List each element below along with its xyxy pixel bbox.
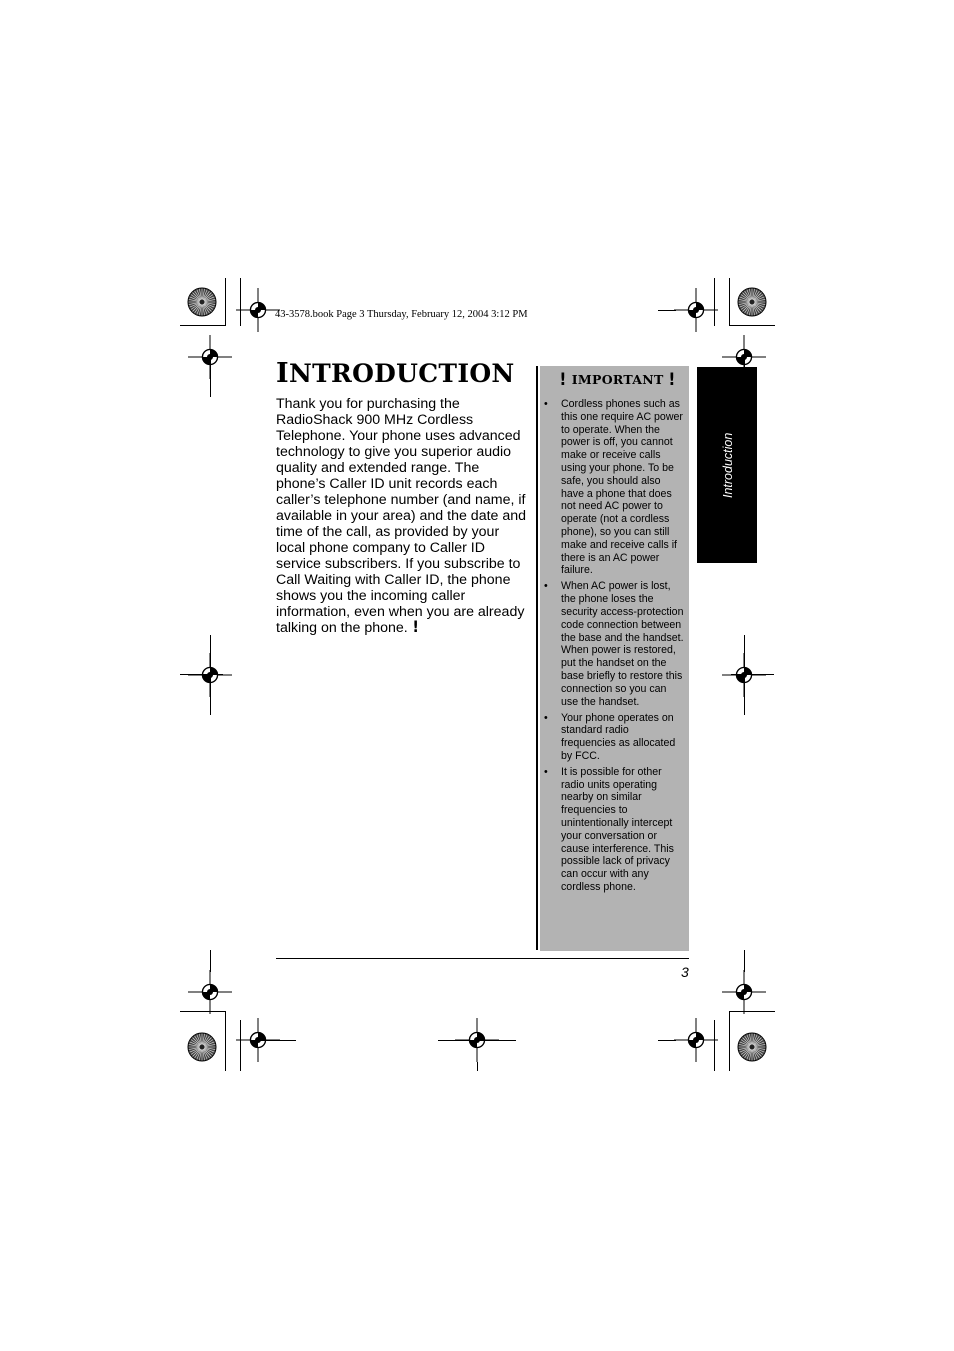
important-heading <box>559 370 676 390</box>
section-tab-label: Introduction <box>721 432 735 498</box>
crop-mark <box>225 1011 226 1071</box>
crop-mark <box>180 325 226 326</box>
end-of-section-icon: ! <box>412 617 419 636</box>
crop-mark <box>729 325 775 326</box>
starburst-icon <box>187 1032 217 1062</box>
crop-mark <box>729 1011 730 1071</box>
crop-mark <box>225 278 226 326</box>
intro-text: Thank you for purchasing the RadioShack 900 MHz Cordless Telephone. Your phone uses advanced technology to give you superior audio quality and extended range. The phone’s Caller ID unit records each caller’s telephone number (and name, if available in your area) and the date and time of the call, as provided by your local phone company to Caller ID service subscribers. If you subscribe to Call Waiting with Caller ID, the phone shows you the incoming caller information, even when you are already talking on the phone. <box>276 396 527 636</box>
crop-mark <box>210 635 211 715</box>
section-tab <box>697 367 757 563</box>
crop-mark <box>438 1040 516 1041</box>
crop-mark <box>658 1040 676 1041</box>
exclamation-icon: ! <box>559 370 567 390</box>
list-item: • Cordless phones such as this one require AC power to operate. When the power is off, you cannot make or receive calls using your phone. To be safe, you should also have a phone that does not need AC power to operate (not a cordless phone), so you can still make and receive calls if there is an AC power failure. <box>540 398 689 577</box>
important-title: IMPORTANT <box>571 372 664 387</box>
crop-mark <box>180 674 223 675</box>
footer-rule <box>276 958 689 959</box>
registration-mark-icon <box>188 970 232 1014</box>
crop-mark <box>258 1040 296 1041</box>
list-item: • When AC power is lost, the phone loses the security access-protection code connection between the base and the handset. When power is restored, put the handset on the base briefly to restore this connection so you can use the handset. <box>540 580 689 708</box>
intro-paragraph <box>276 396 530 636</box>
page-number: 3 <box>681 964 689 980</box>
crop-mark <box>658 310 676 311</box>
starburst-icon <box>737 287 767 317</box>
column-divider <box>536 366 538 950</box>
registration-mark-icon <box>674 288 718 332</box>
registration-mark-icon <box>674 1018 718 1062</box>
crop-mark <box>210 950 211 972</box>
crop-mark <box>210 357 211 397</box>
list-item: • Your phone operates on standard radio frequencies as allocated by FCC. <box>540 712 689 763</box>
title-initial: I <box>276 358 289 389</box>
crop-mark <box>477 1062 478 1071</box>
important-list <box>540 398 689 897</box>
starburst-icon <box>737 1032 767 1062</box>
important-callout <box>540 366 689 951</box>
exclamation-icon: ! <box>668 370 676 390</box>
crop-mark <box>731 674 774 675</box>
title-rest: NTRODUCTION <box>288 359 515 388</box>
crop-mark <box>744 635 745 715</box>
registration-mark-icon <box>722 970 766 1014</box>
registration-mark-icon <box>236 288 280 332</box>
list-item: • It is possible for other radio units operating nearby on similar frequencies to unintentionally intercept your conversation or cause interference. This possible lack of privacy can occur with any cordless phone. <box>540 766 689 894</box>
print-slug: 43-3578.book Page 3 Thursday, February 12, 2004 3:12 PM <box>275 309 528 320</box>
page-title <box>276 358 515 389</box>
starburst-icon <box>187 287 217 317</box>
crop-mark <box>729 278 730 326</box>
crop-mark <box>744 950 745 972</box>
